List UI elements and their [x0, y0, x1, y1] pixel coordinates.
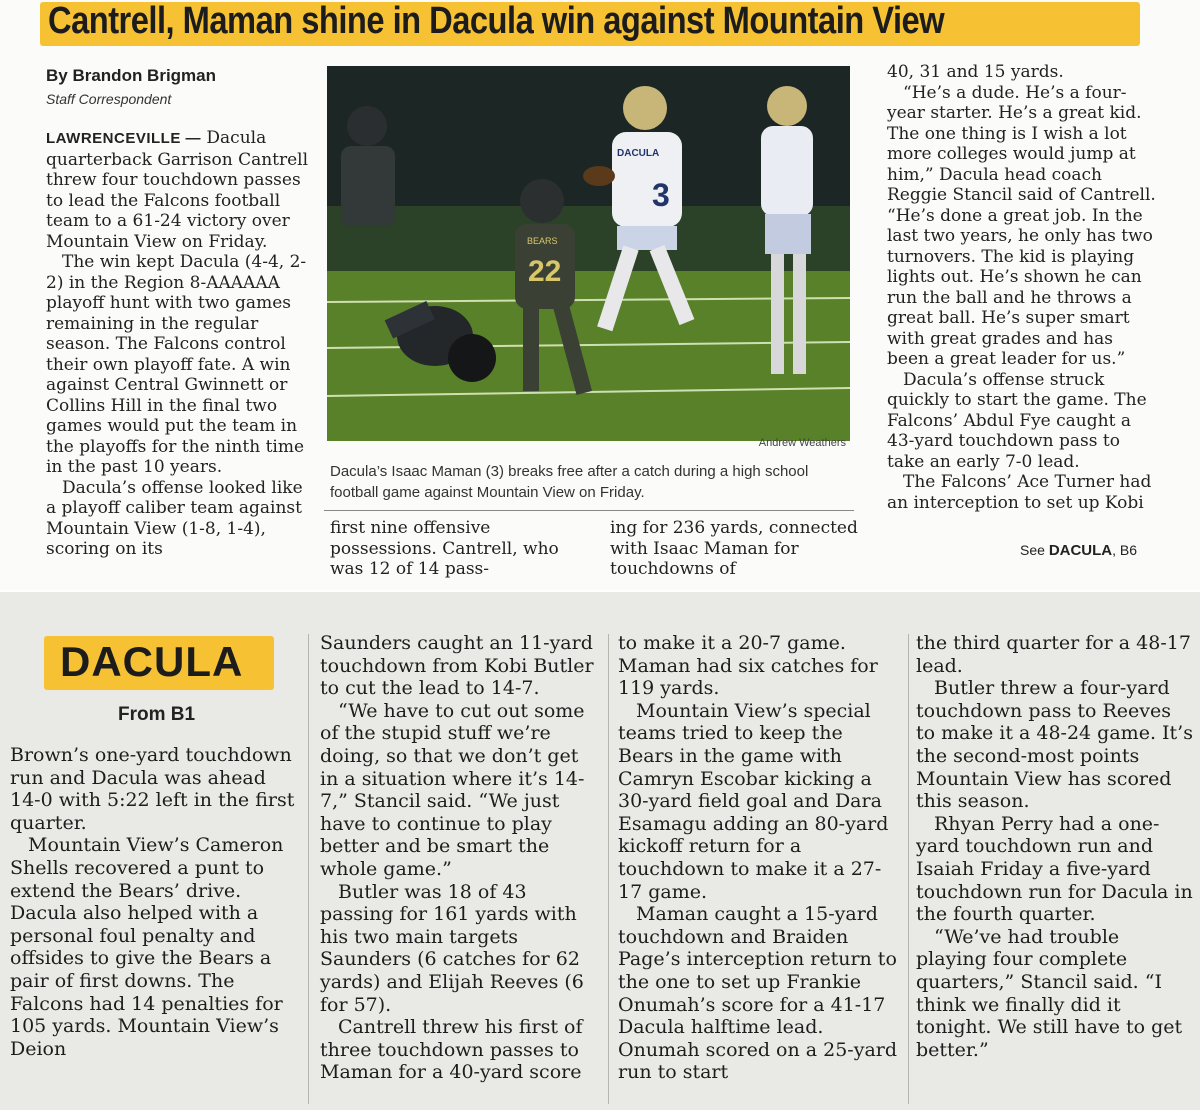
paragraph: Dacula’s offense struck quickly to start the game. The Falcons’ Abdul Fye caught a 43-yard touchdown pass to take an early 7-0 lead. [887, 369, 1147, 472]
column-divider [908, 634, 909, 1104]
jump-head: DACULA [60, 638, 244, 685]
paragraph: Saunders caught an 11-yard touchdown from Kobi Butler to cut the lead to 14-7. [320, 632, 594, 700]
continued-column-3 [618, 632, 902, 1084]
paragraph: “He’s a dude. He’s a four-year starter. He’s a great kid. The one thing is I wish a lot more colleges would jump at him,” Dacula head coach Reggie Stancil said of Cantrell. “He’s done a great job. In the last two years, he only has two turnovers. The kid is playing lights out. He’s shown he can run the ball and he throws a great ball. He’s super smart with great grades and has been a great leader for us.” [887, 82, 1156, 369]
paragraph: “We have to cut out some of the stupid stuff we’re doing, so that we don’t get in a situation where it’s 14-7,” Stancil said. “We just have to continue to play better and be smart the whole game.” [320, 699, 585, 880]
byline-name: By Brandon Brigman [46, 66, 217, 85]
jump-head-highlight [44, 636, 274, 690]
jersey-text-dacula: DACULA [617, 148, 660, 159]
football-photo-illustration [327, 66, 850, 441]
paragraph: Mountain View’s special teams tried to keep the Bears in the game with Camryn Escobar kicking a 30-yard field goal and Dara Esamagu adding an 80-yard kickoff return for a touchdown to make it a 27-17 game. [618, 699, 889, 903]
paragraph: Butler threw a four-yard touchdown pass to Reeves to make it a 48-24 game. It’s the second-most points Mountain View has scored this season. [916, 677, 1193, 813]
paragraph: Butler was 18 of 43 passing for 161 yards with his two main targets Saunders (6 catches for 62 yards) and Elijah Reeves (6 for 57). [320, 880, 584, 1016]
article-column-4 [887, 62, 1157, 513]
column-divider [308, 634, 309, 1104]
paragraph: to make it a 20-7 game. Maman had six catches for 119 yards. [618, 632, 878, 700]
paragraph: LAWRENCEVILLE — Dacula quarterback Garrison Cantrell threw four touchdown passes to lead the Falcons football team to a 61-24 victory over Mountain View on Friday. [46, 128, 309, 252]
paragraph: first nine offensive possessions. Cantrell, who was 12 of 14 pass- [330, 518, 559, 579]
article-column-3 [610, 518, 872, 580]
continued-column-4 [916, 632, 1194, 1061]
photo-caption: Dacula’s Isaac Maman (3) breaks free after a catch during a high school football game against Mountain View on Friday. [330, 463, 809, 501]
continued-column-2 [320, 632, 602, 1084]
photo-credit: Andrew Weathers [758, 437, 846, 449]
paragraph: ing for 236 yards, connected with Isaac Maman for touchdowns of [610, 518, 858, 579]
headline: Cantrell, Maman shine in Dacula win against Mountain View [48, 0, 945, 42]
paragraph: Dacula’s offense looked like a playoff caliber team against Mountain View (1-8, 1-4), scoring on its [46, 477, 303, 559]
jersey-number-22: 22 [528, 255, 562, 288]
jersey-number-3: 3 [652, 177, 670, 213]
headline-highlight [40, 2, 1140, 46]
from-reference: From B1 [118, 704, 196, 725]
column-divider [608, 634, 609, 1104]
paragraph: Maman caught a 15-yard touchdown and Braiden Page’s interception return to the one to set up Frankie Onumah’s score for a 41-17 Dacula halftime lead. Onumah scored on a 25-yard run to start [618, 903, 898, 1084]
paragraph: 40, 31 and 15 yards. [887, 62, 1064, 82]
jersey-text-bears: BEARS [527, 236, 558, 246]
byline-title: Staff Correspondent [46, 91, 172, 107]
paragraph: Cantrell threw his first of three touchdown passes to Maman for a 40-yard score [320, 1016, 583, 1084]
see-jump-reference: See DACULA, B6 [1020, 542, 1138, 559]
paragraph: Brown’s one-yard touchdown run and Dacula was ahead 14-0 with 5:22 left in the first quarter. [10, 744, 295, 834]
paragraph: Rhyan Perry had a one-yard touchdown run and Isaiah Friday a five-yard touchdown run for Dacula in the fourth quarter. [916, 812, 1193, 926]
see-target: DACULA [1048, 542, 1113, 559]
paragraph: The Falcons’ Ace Turner had an interception to set up Kobi [887, 472, 1152, 513]
football-photo [327, 66, 850, 441]
article-column-1 [46, 128, 310, 560]
dateline: LAWRENCEVILLE — [46, 130, 202, 147]
paragraph: “We’ve had trouble playing four complete quarters,” Stancil said. “I think we finally did it tonight. We still have to get better.” [916, 925, 1183, 1061]
paragraph: Mountain View’s Cameron Shells recovered a punt to extend the Bears’ drive. Dacula also helped with a personal foul penalty and offsides to give the Bears a pair of first downs. The Falcons had 14 penalties for 105 yards. Mountain View’s Deion [10, 834, 284, 1060]
article-clipping-bottom [0, 592, 1200, 1110]
continued-column-1 [10, 744, 300, 1060]
paragraph: The win kept Dacula (4-4, 2-2) in the Region 8-AAAAAA playoff hunt with two games remaining in the regular season. The Falcons control their own playoff fate. A win against Central Gwinnett or Collins Hill in the final two games would put the team in the playoffs for the ninth time in the past 10 years. [46, 252, 307, 477]
caption-rule [324, 510, 854, 511]
article-column-2 [330, 518, 590, 580]
paragraph: the third quarter for a 48-17 lead. [916, 632, 1191, 677]
